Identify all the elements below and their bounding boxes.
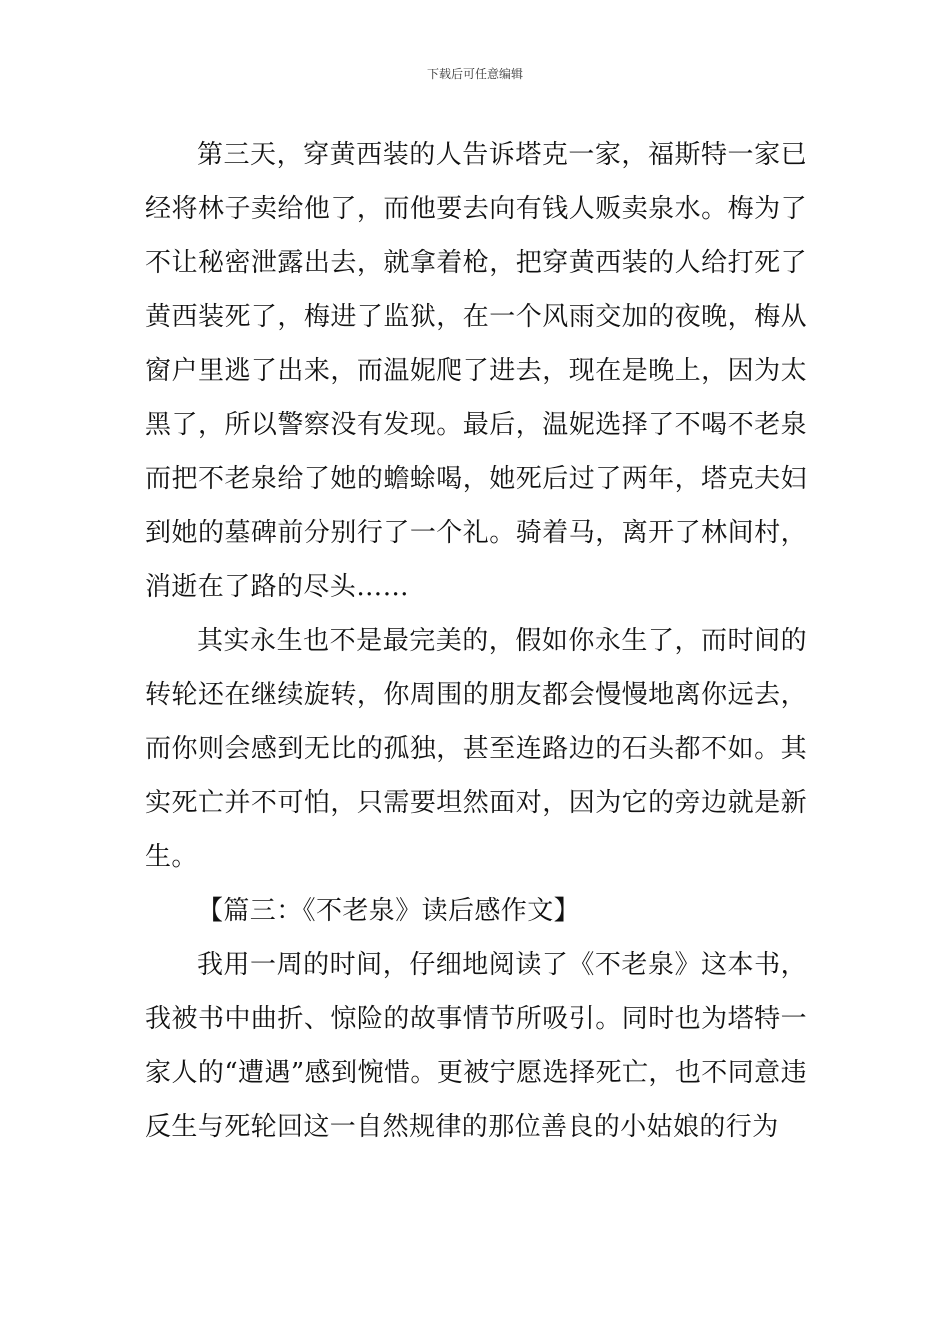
section-heading: 【篇三：《不老泉》读后感作文】 [197,896,581,926]
paragraph-1: 第三天，穿黄西装的人告诉塔克一家，福斯特一家已经将林子卖给他了，而他要去向有钱人贩卖泉水。梅为了不让秘密泄露出去，就拿着枪，把穿黄西装的人给打死了黄西装死了，梅进了监狱，在一个风雨交加的夜晚，梅从窗户里逃了出来，而温妮爬了进去，现在是晚上，因为太黑了，所以警察没有发现。最后，温妮选择了不喝不老泉而把不老泉给了她的蟾蜍喝，她死后过了两年，塔克夫妇到她的墓碑前分别行了一个礼。骑着马，离开了林间村，消逝在了路的尽头…… [145,140,807,602]
paragraph-2: 其实永生也不是最完美的，假如你永生了，而时间的转轮还在继续旋转，你周围的朋友都会慢慢地离你远去，而你则会感到无比的孤独，甚至连路边的石头都不如。其实死亡并不可怕，只需要坦然面对，因为它的旁边就是新生。 [145,626,807,872]
document-body [145,128,807,1154]
paragraph-3: 我用一周的时间，仔细地阅读了《不老泉》这本书，我被书中曲折、惊险的故事情节所吸引。同时也为塔特一家人的“遭遇”感到惋惜。更被宁愿选择死亡，也不同意违反生与死轮回这一自然规律的那位善良的小姑娘的行为 [145,950,807,1142]
page-header: 下载后可任意编辑 [426,67,523,81]
